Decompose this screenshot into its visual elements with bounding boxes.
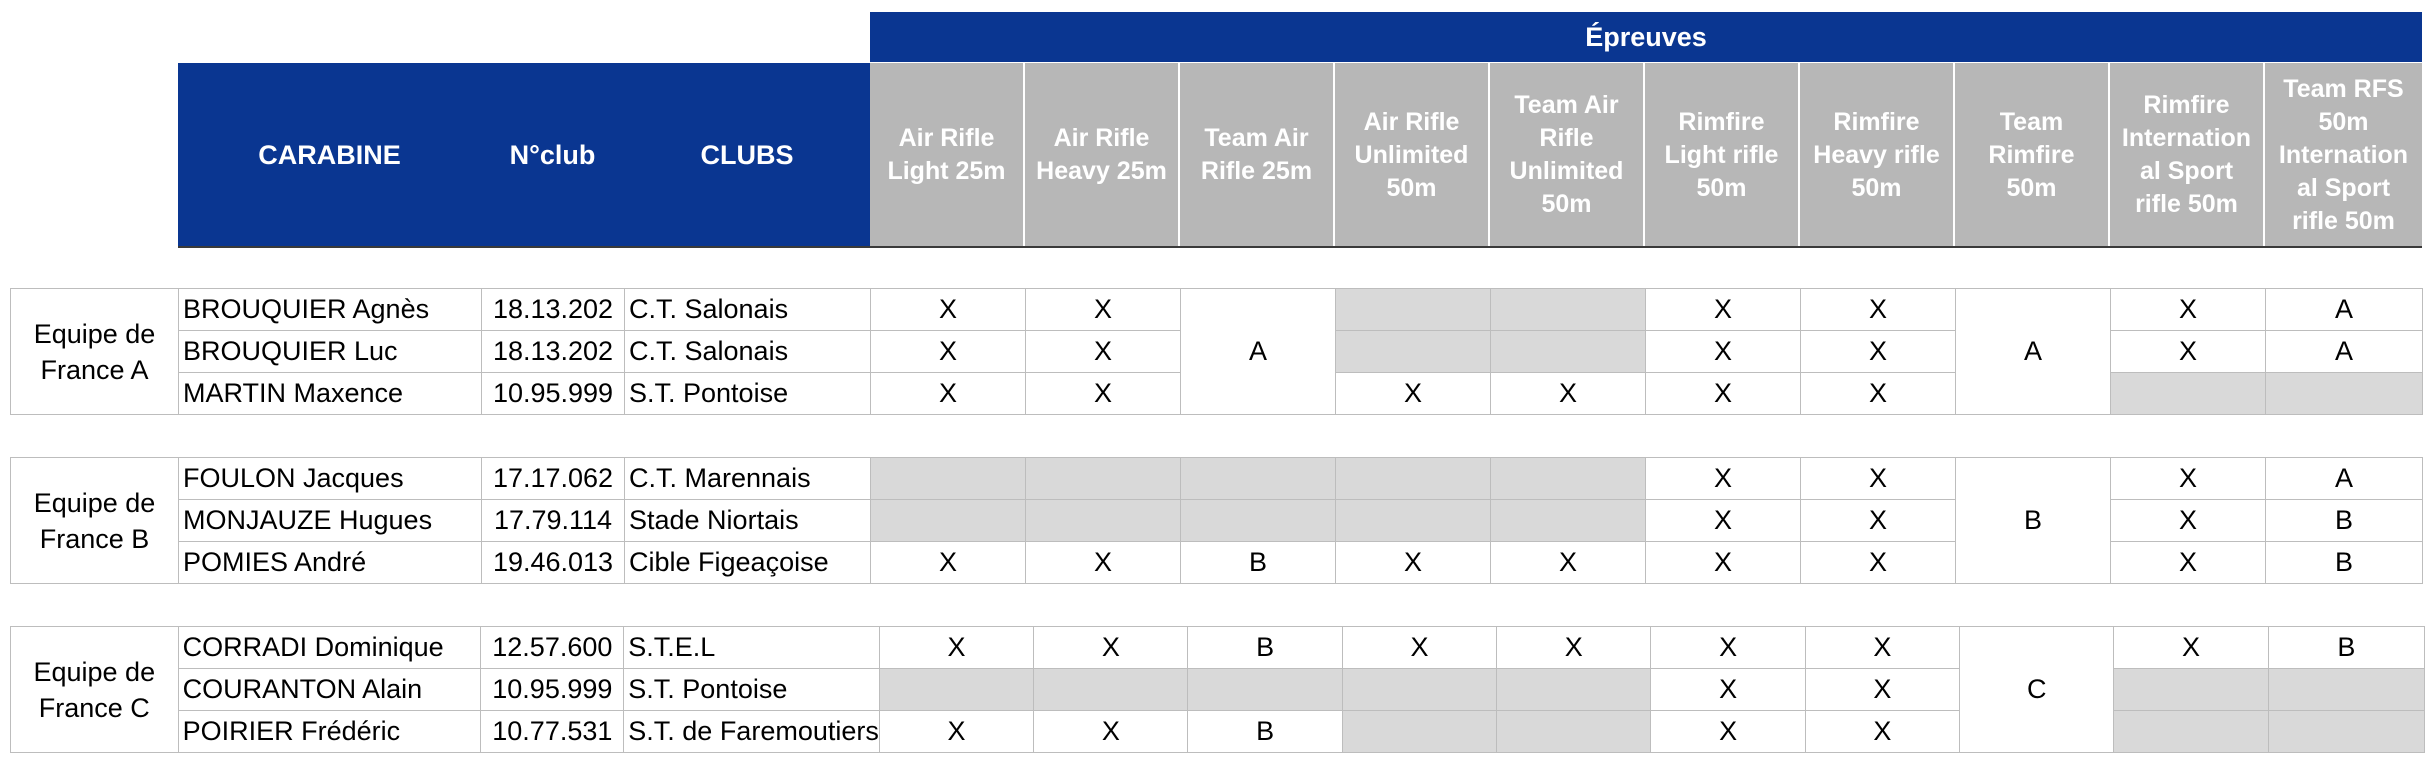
event-mark: X xyxy=(1801,289,1956,331)
team-table-b xyxy=(10,457,2423,584)
event-mark: A xyxy=(2266,289,2423,331)
clubs-header: CLUBS xyxy=(624,63,870,247)
event-header: Rimfire Light rifle 50m xyxy=(1645,63,1800,247)
event-mark: B xyxy=(2266,500,2423,542)
event-header: Rimfire Heavy rifle 50m xyxy=(1800,63,1955,247)
club-number: 12.57.600 xyxy=(481,627,624,669)
event-mark: X xyxy=(1497,627,1651,669)
event-mark: X xyxy=(2111,289,2266,331)
member-name: MONJAUZE Hugues xyxy=(179,500,482,542)
event-mark: X xyxy=(1034,711,1188,753)
member-name: BROUQUIER Agnès xyxy=(179,289,482,331)
event-header: Team Air Rifle Unlimited 50m xyxy=(1490,63,1645,247)
event-mark: X xyxy=(1026,542,1181,584)
member-name: POIRIER Frédéric xyxy=(178,711,481,753)
event-mark: X xyxy=(1336,373,1491,415)
team-rimfire-mark: C xyxy=(1960,627,2114,753)
member-name: POMIES André xyxy=(179,542,482,584)
event-mark: X xyxy=(1801,542,1956,584)
event-mark-empty xyxy=(1336,458,1491,500)
event-mark: B xyxy=(1188,711,1342,753)
header-bottom-rule xyxy=(178,246,2422,248)
event-mark: X xyxy=(1491,542,1646,584)
event-mark-empty xyxy=(1181,500,1336,542)
event-mark: X xyxy=(1026,289,1181,331)
event-mark: B xyxy=(1181,542,1336,584)
event-mark: X xyxy=(1651,669,1805,711)
event-mark: X xyxy=(1646,373,1801,415)
event-mark-empty xyxy=(1336,500,1491,542)
event-mark: X xyxy=(2111,500,2266,542)
event-header: Team RFS 50m Internation al Sport rifle 50m xyxy=(2265,63,2422,247)
event-mark-empty xyxy=(1336,331,1491,373)
club-name: C.T. Salonais xyxy=(625,289,871,331)
carabine-header: CARABINE xyxy=(178,63,481,247)
club-name: S.T. Pontoise xyxy=(625,373,871,415)
team-table-a xyxy=(10,288,2423,415)
club-number: 10.77.531 xyxy=(481,711,624,753)
team-air-25-mark: A xyxy=(1181,289,1336,415)
event-mark: B xyxy=(1188,627,1342,669)
club-number: 17.17.062 xyxy=(482,458,625,500)
member-name: BROUQUIER Luc xyxy=(179,331,482,373)
event-mark: X xyxy=(879,711,1033,753)
club-number: 17.79.114 xyxy=(482,500,625,542)
event-mark: X xyxy=(871,542,1026,584)
team-name-c: Equipe de France C xyxy=(11,627,179,753)
event-mark: X xyxy=(1342,627,1496,669)
event-mark: X xyxy=(1646,331,1801,373)
event-mark-empty xyxy=(1342,669,1496,711)
event-mark: X xyxy=(1034,627,1188,669)
event-mark: X xyxy=(1801,500,1956,542)
club-name: Stade Niortais xyxy=(625,500,871,542)
event-mark: X xyxy=(2111,458,2266,500)
event-mark: X xyxy=(1646,458,1801,500)
club-name: S.T.E.L xyxy=(624,627,880,669)
event-mark: X xyxy=(1646,500,1801,542)
event-mark: X xyxy=(1646,542,1801,584)
event-mark: X xyxy=(1801,458,1956,500)
event-mark-empty xyxy=(1026,458,1181,500)
event-mark-empty xyxy=(2268,669,2424,711)
event-mark-empty xyxy=(879,669,1033,711)
event-mark: X xyxy=(1026,331,1181,373)
event-mark: X xyxy=(2114,627,2268,669)
event-mark-empty xyxy=(1491,458,1646,500)
club-number: 18.13.202 xyxy=(482,289,625,331)
team-name-a: Equipe de France A xyxy=(11,289,179,415)
event-mark-empty xyxy=(1497,711,1651,753)
event-mark-empty xyxy=(871,500,1026,542)
event-mark: X xyxy=(1491,373,1646,415)
event-mark-empty xyxy=(2114,669,2268,711)
event-mark-empty xyxy=(1491,289,1646,331)
event-header: Air Rifle Unlimited 50m xyxy=(1335,63,1490,247)
event-mark-empty xyxy=(1491,500,1646,542)
event-mark-empty xyxy=(2111,373,2266,415)
club-name: S.T. de Faremoutiers xyxy=(624,711,880,753)
event-header: Rimfire Internation al Sport rifle 50m xyxy=(2110,63,2265,247)
event-mark-empty xyxy=(1034,669,1188,711)
club-name: C.T. Salonais xyxy=(625,331,871,373)
team-rimfire-mark: B xyxy=(1956,458,2111,584)
event-mark-empty xyxy=(2266,373,2423,415)
event-mark-empty xyxy=(1491,331,1646,373)
event-mark-empty xyxy=(1497,669,1651,711)
table-row xyxy=(11,458,2423,500)
event-header: Air Rifle Light 25m xyxy=(870,63,1025,247)
event-header: Team Air Rifle 25m xyxy=(1180,63,1335,247)
event-mark: A xyxy=(2266,458,2423,500)
event-mark-empty xyxy=(1336,289,1491,331)
table-row xyxy=(11,627,2425,669)
event-mark: X xyxy=(1805,627,1959,669)
team-table-c xyxy=(10,626,2425,753)
event-header: Team Rimfire 50m xyxy=(1955,63,2110,247)
event-mark: X xyxy=(1646,289,1801,331)
event-mark: X xyxy=(1651,627,1805,669)
member-name: COURANTON Alain xyxy=(178,669,481,711)
club-number: 18.13.202 xyxy=(482,331,625,373)
epreuves-header: Épreuves xyxy=(870,12,2422,62)
club-name: Cible Figeaçoise xyxy=(625,542,871,584)
event-mark: X xyxy=(1805,711,1959,753)
event-mark-empty xyxy=(1188,669,1342,711)
event-mark: X xyxy=(871,373,1026,415)
event-mark: X xyxy=(871,289,1026,331)
club-name: S.T. Pontoise xyxy=(624,669,880,711)
club-number: 19.46.013 xyxy=(482,542,625,584)
table-row xyxy=(11,289,2423,331)
event-mark: X xyxy=(1801,373,1956,415)
event-mark: X xyxy=(1805,669,1959,711)
club-number: 10.95.999 xyxy=(481,669,624,711)
event-mark: X xyxy=(2111,542,2266,584)
event-mark: X xyxy=(1336,542,1491,584)
member-name: CORRADI Dominique xyxy=(178,627,481,669)
event-mark: X xyxy=(1801,331,1956,373)
event-mark: B xyxy=(2268,627,2424,669)
event-mark-empty xyxy=(2114,711,2268,753)
event-mark: X xyxy=(2111,331,2266,373)
club-number: 10.95.999 xyxy=(482,373,625,415)
member-name: FOULON Jacques xyxy=(179,458,482,500)
team-rimfire-mark: A xyxy=(1956,289,2111,415)
member-name: MARTIN Maxence xyxy=(179,373,482,415)
nclub-header: N°club xyxy=(481,63,624,247)
team-name-b: Equipe de France B xyxy=(11,458,179,584)
event-mark: A xyxy=(2266,331,2423,373)
club-name: C.T. Marennais xyxy=(625,458,871,500)
event-mark: X xyxy=(1651,711,1805,753)
event-mark: X xyxy=(879,627,1033,669)
event-mark-empty xyxy=(1181,458,1336,500)
event-mark-empty xyxy=(871,458,1026,500)
event-mark-empty xyxy=(1342,711,1496,753)
event-mark-empty xyxy=(1026,500,1181,542)
event-mark: X xyxy=(1026,373,1181,415)
event-mark-empty xyxy=(2268,711,2424,753)
event-header: Air Rifle Heavy 25m xyxy=(1025,63,1180,247)
event-mark: B xyxy=(2266,542,2423,584)
event-mark: X xyxy=(871,331,1026,373)
